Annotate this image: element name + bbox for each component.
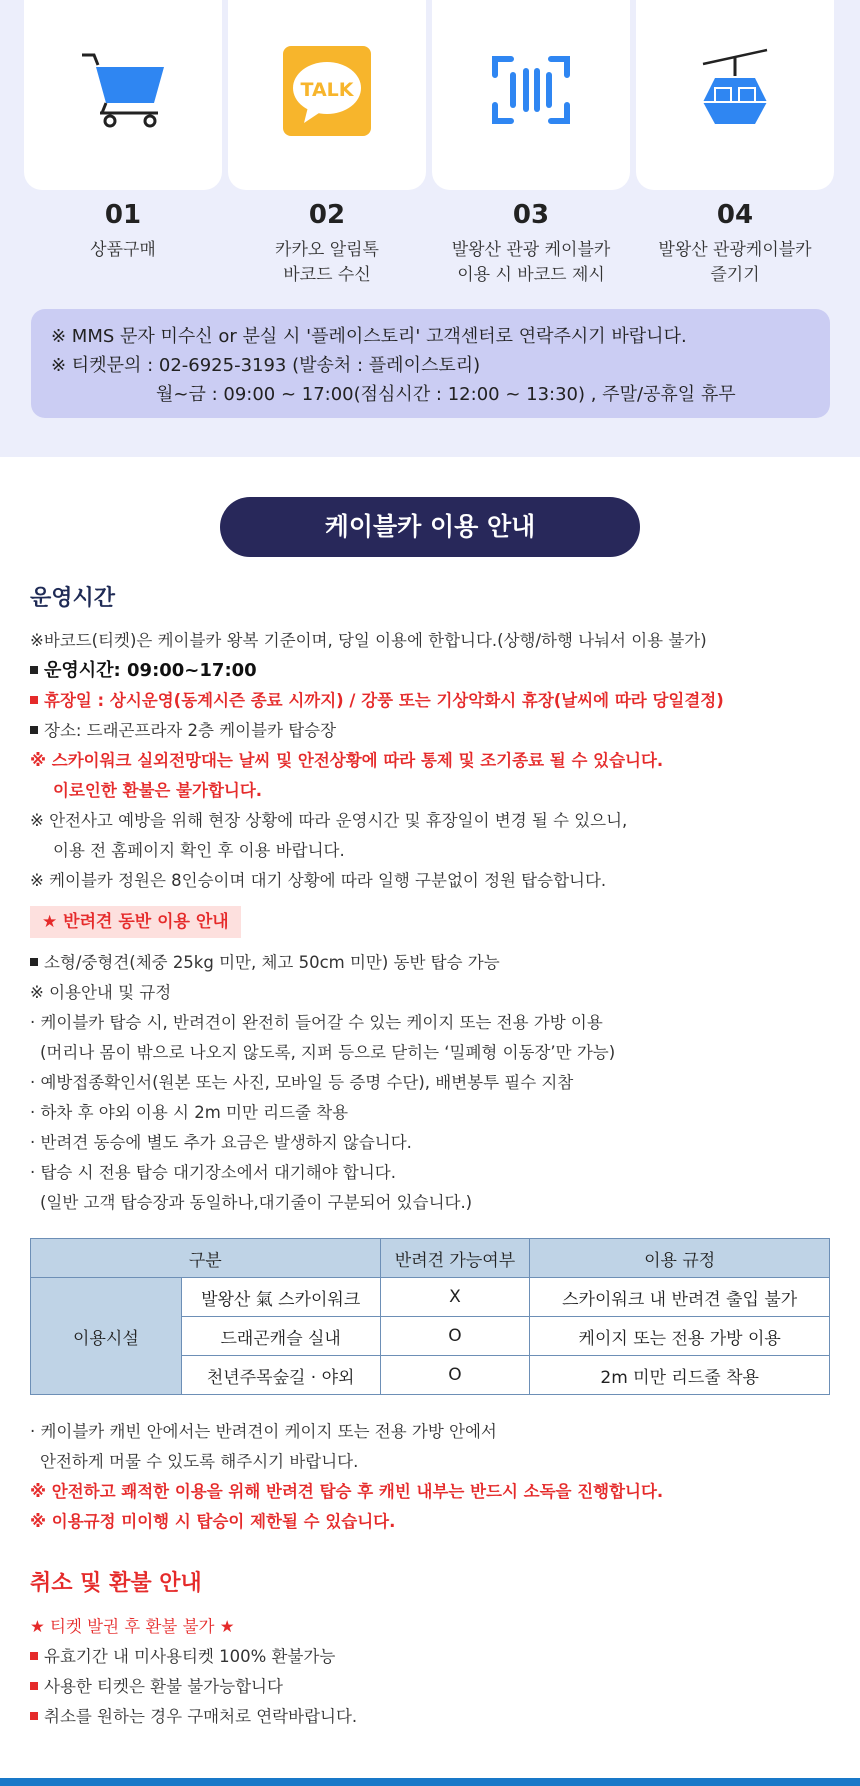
pet-guide-badge: ★ 반려견 동반 이용 안내 [30, 906, 241, 938]
info-line: 취소를 원하는 경우 구매처로 연락바랍니다. [30, 1702, 840, 1732]
info-line: 유효기간 내 미사용티켓 100% 환불가능 [30, 1642, 840, 1672]
info-line: 소형/중형견(체중 25kg 미만, 체고 50cm 미만) 동반 탑승 가능 [30, 948, 840, 978]
info-line: 이용 전 홈페이지 확인 후 이용 바랍니다. [53, 841, 345, 860]
info-line: ※ 안전사고 예방을 위해 현장 상황에 따라 운영시간 및 휴장일이 변경 될 수 있으니, [30, 811, 628, 830]
refund-info-list [30, 1612, 840, 1732]
info-line: ★ 티켓 발권 후 환불 불가 ★ [30, 1617, 235, 1636]
table-cell: 드래곤캐슬 실내 [181, 1317, 380, 1356]
info-line: · 예방접종확인서(원본 또는 사진, 모바일 등 증명 수단), 배변봉투 필수 지참 [30, 1073, 574, 1092]
bullet-square-icon [30, 1652, 38, 1660]
table-row [31, 1278, 830, 1317]
info-line: (머리나 몸이 밖으로 나오지 않도록, 지퍼 등으로 닫히는 ‘밀폐형 이동장’만 가능) [40, 1043, 616, 1062]
info-line: ※ 케이블카 정원은 8인승이며 대기 상황에 따라 일행 구분없이 정원 탑승합니다. [30, 871, 607, 890]
table-cell: 2m 미만 리드줄 착용 [530, 1356, 830, 1395]
bullet-square-icon [30, 696, 38, 704]
table-cell: 케이지 또는 전용 가방 이용 [530, 1317, 830, 1356]
pet-info-list [30, 948, 840, 1218]
info-line: · 반려견 동승에 별도 추가 요금은 발생하지 않습니다. [30, 1133, 412, 1152]
info-line: ※ 이용안내 및 규정 [30, 983, 172, 1002]
step-number: 03 [512, 200, 550, 230]
notice-line: ※ MMS 문자 미수신 or 분실 시 '플레이스토리' 고객센터로 연락주시기 바랍니다. [51, 326, 687, 347]
bullet-square-icon [30, 726, 38, 734]
table-header: 이용 규정 [530, 1239, 830, 1278]
hours-info-list [30, 626, 840, 896]
step-number: 02 [308, 200, 346, 230]
info-line: 이로인한 환불은 불가합니다. [53, 781, 263, 800]
after-table-list [30, 1417, 840, 1537]
table-group-cell: 이용시설 [31, 1278, 182, 1395]
svg-text:TALK: TALK [300, 79, 354, 101]
bullet-square-icon [30, 666, 38, 674]
table-cell: 천년주목숲길 · 야외 [181, 1356, 380, 1395]
kakao-talk-icon [282, 45, 372, 137]
info-line: ※ 이용규정 미이행 시 탑승이 제한될 수 있습니다. [30, 1512, 396, 1531]
info-line: 휴장일 : 상시운영(동계시즌 종료 시까지) / 강풍 또는 기상악화시 휴장(날씨에 따라 당일결정) [30, 686, 840, 716]
info-line: · 케이블카 탑승 시, 반려견이 완전히 들어갈 수 있는 케이지 또는 전용 가방 이용 [30, 1013, 603, 1032]
cart-icon [78, 45, 168, 129]
info-line: ※바코드(티켓)은 케이블카 왕복 기준이며, 당일 이용에 한합니다.(상행/하행 나눠서 이용 불가) [30, 631, 707, 650]
footer-accent-bar [0, 1778, 860, 1786]
table-header-row [31, 1239, 830, 1278]
bullet-square-icon [30, 958, 38, 966]
info-line: 안전하게 머물 수 있도록 해주시기 바랍니다. [40, 1452, 359, 1471]
refund-heading: 취소 및 환불 안내 [30, 1571, 202, 1596]
step-card-3 [432, 0, 630, 190]
step-card-4 [636, 0, 834, 190]
table-cell: 스카이워크 내 반려견 출입 불가 [530, 1278, 830, 1317]
step-number: 04 [716, 200, 754, 230]
info-line: 사용한 티켓은 환불 불가능합니다 [30, 1672, 840, 1702]
table-cell: O [380, 1356, 530, 1395]
bullet-square-icon [30, 1712, 38, 1720]
info-line: ※ 스카이워크 실외전망대는 날씨 및 안전상황에 따라 통제 및 조기종료 될 수 있습니다. [30, 751, 664, 770]
table-cell: 발왕산 氣 스카이워크 [181, 1278, 380, 1317]
guide-title-pill: 케이블카 이용 안내 [220, 497, 640, 557]
info-line: · 케이블카 캐빈 안에서는 반려견이 케이지 또는 전용 가방 안에서 [30, 1422, 497, 1441]
step-number: 01 [104, 200, 142, 230]
step-label: 발왕산 관광 케이블카 이용 시 바코드 제시 [451, 240, 611, 285]
info-line: 장소: 드래곤프라자 2층 케이블카 탑승장 [30, 716, 840, 746]
hours-heading: 운영시간 [30, 586, 116, 611]
barcode-scan-icon [491, 55, 571, 125]
info-line: · 하차 후 야외 이용 시 2m 미만 리드줄 착용 [30, 1103, 349, 1122]
table-cell: O [380, 1317, 530, 1356]
table-header: 구분 [31, 1239, 381, 1278]
table-cell: X [380, 1278, 530, 1317]
info-line: · 탑승 시 전용 탑승 대기장소에서 대기해야 합니다. [30, 1163, 396, 1182]
step-label: 카카오 알림톡 바코드 수신 [275, 240, 379, 285]
info-line: ※ 안전하고 쾌적한 이용을 위해 반려견 탑승 후 캐빈 내부는 반드시 소독을 진행합니다. [30, 1482, 664, 1501]
table-header: 반려견 가능여부 [380, 1239, 530, 1278]
cable-car-icon [695, 48, 775, 132]
pet-rules-table [30, 1238, 830, 1395]
customer-center-notice [31, 309, 830, 418]
purchase-steps-section [0, 0, 860, 457]
info-line: 운영시간: 09:00~17:00 [30, 656, 840, 686]
step-label: 상품구매 [90, 240, 156, 260]
info-line: (일반 고객 탑승장과 동일하나,대기줄이 구분되어 있습니다.) [40, 1193, 473, 1212]
notice-line: 월~금 : 09:00 ~ 17:00(점심시간 : 12:00 ~ 13:30) , 주말/공휴일 휴무 [156, 384, 736, 405]
step-card-1 [24, 0, 222, 190]
step-label: 발왕산 관광케이블카 즐기기 [658, 240, 812, 285]
step-card-2 [228, 0, 426, 190]
notice-line: ※ 티켓문의 : 02-6925-3193 (발송처 : 플레이스토리) [51, 355, 481, 376]
bullet-square-icon [30, 1682, 38, 1690]
